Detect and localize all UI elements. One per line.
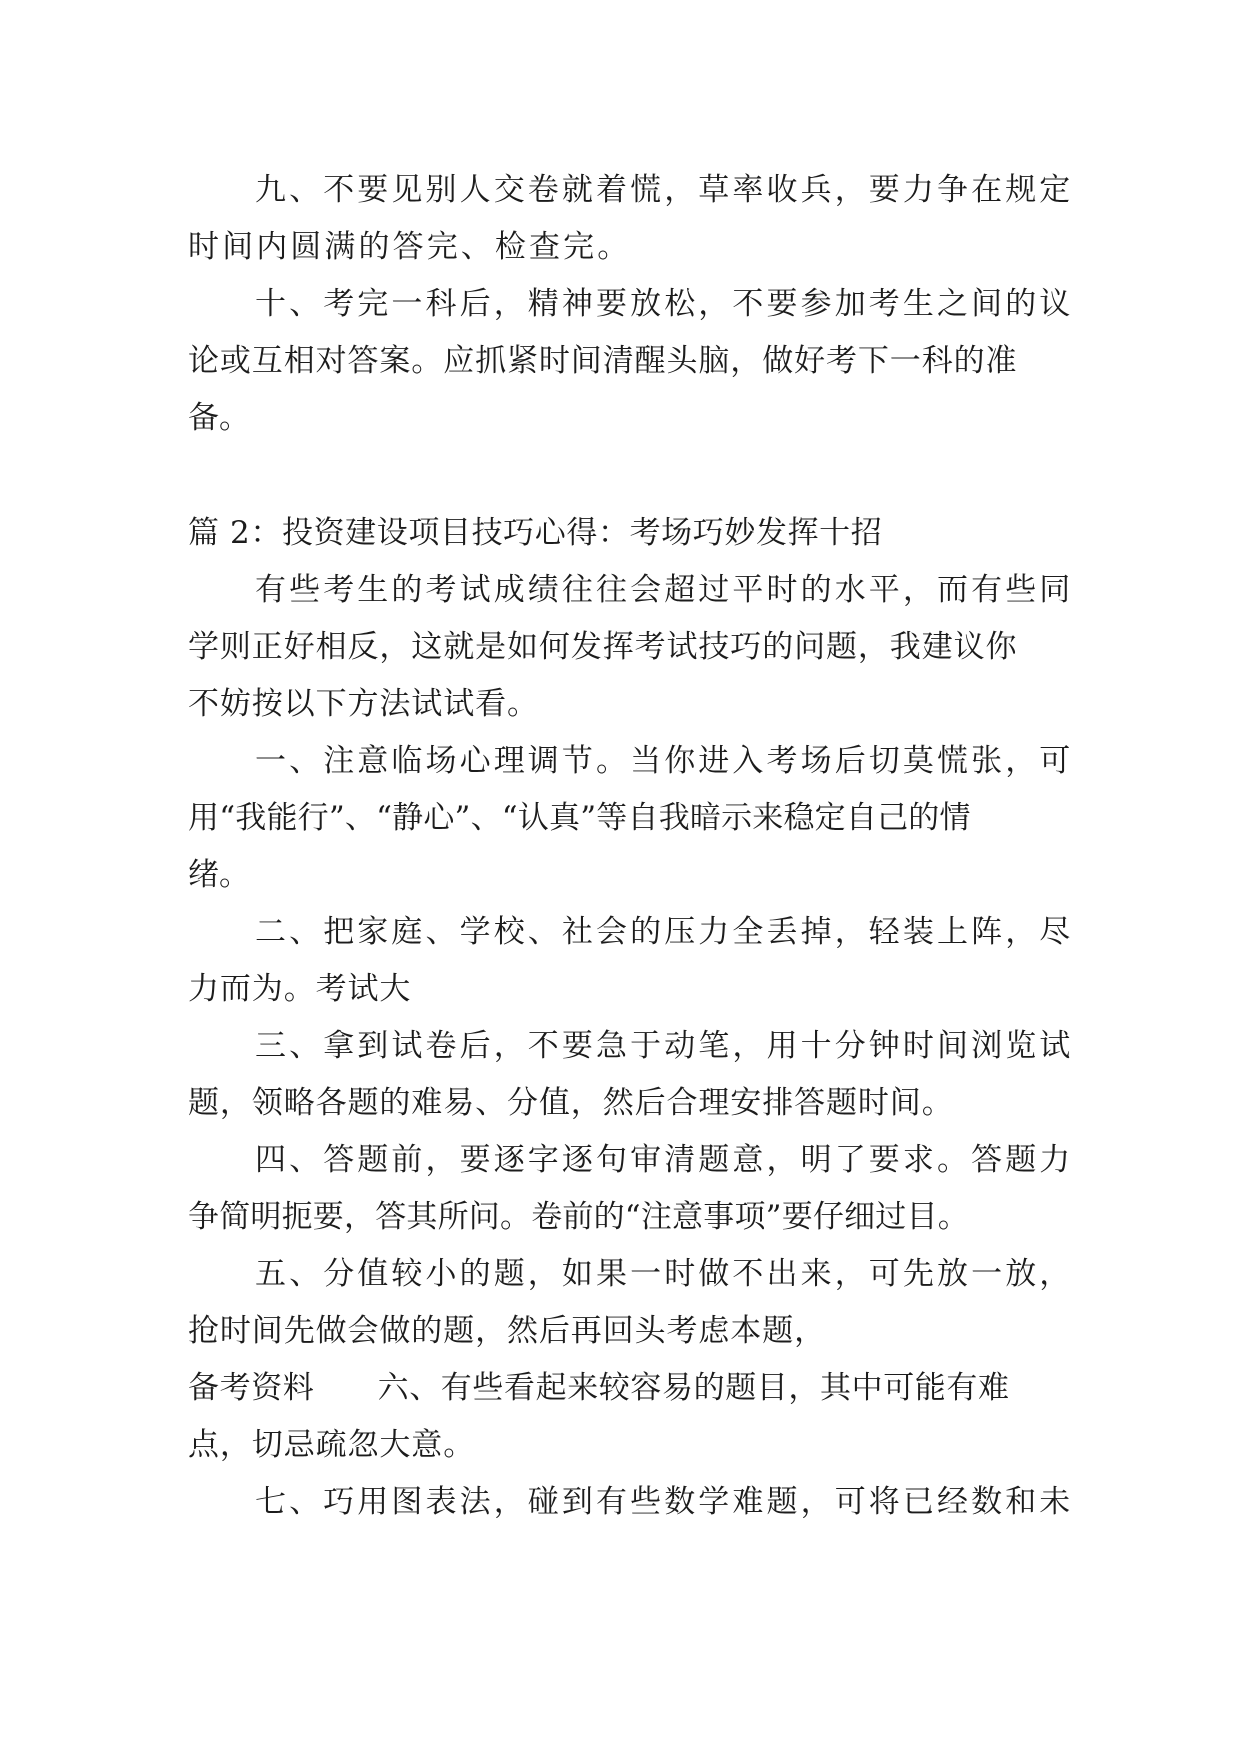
paragraph-line: 三、拿到试卷后，不要急于动笔，用十分钟时间浏览试: [255, 1028, 1074, 1064]
paragraph-line: 题，领略各题的难易、分值，然后合理安排答题时间。: [188, 1085, 954, 1121]
section-heading: 篇 2：投资建设项目技巧心得：考场巧妙发挥十招: [188, 515, 883, 551]
paragraph-line: 九、不要见别人交卷就着慌，草率收兵，要力争在规定: [255, 172, 1074, 208]
paragraph-line: 五、分值较小的题，如果一时做不出来，可先放一放，: [255, 1256, 1074, 1292]
paragraph-line: 用“我能行”、“静心”、“认真”等自我暗示来稳定自己的情: [188, 800, 971, 836]
paragraph-line: 十、考完一科后，精神要放松，不要参加考生之间的议: [255, 286, 1074, 322]
paragraph-line: 争简明扼要，答其所问。卷前的“注意事项”要仔细过目。: [188, 1199, 969, 1235]
paragraph-line: 一、注意临场心理调节。当你进入考场后切莫慌张，可: [255, 743, 1074, 779]
paragraph-line: 力而为。考试大: [188, 971, 412, 1007]
paragraph-line: 不妨按以下方法试试看。: [188, 686, 539, 722]
paragraph-line: 抢时间先做会做的题，然后再回头考虑本题，: [188, 1313, 826, 1349]
paragraph-line: 学则正好相反，这就是如何发挥考试技巧的问题，我建议你: [188, 629, 1018, 665]
paragraph-line: 时间内圆满的答完、检查完。: [188, 229, 632, 265]
paragraph-line: 点，切忌疏忽大意。: [188, 1427, 476, 1463]
paragraph-line: 论或互相对答案。应抓紧时间清醒头脑，做好考下一科的准: [188, 343, 1018, 379]
paragraph-line: 有些考生的考试成绩往往会超过平时的水平，而有些同: [255, 572, 1074, 608]
paragraph-line: 备考资料 六、有些看起来较容易的题目，其中可能有难: [188, 1370, 1010, 1406]
paragraph-line: 二、把家庭、学校、社会的压力全丢掉，轻装上阵，尽: [255, 914, 1074, 950]
paragraph-line: 四、答题前，要逐字逐句审清题意，明了要求。答题力: [255, 1142, 1074, 1178]
paragraph-line: 备。: [188, 400, 250, 436]
paragraph-line: 绪。: [188, 857, 250, 893]
paragraph-line: 七、巧用图表法，碰到有些数学难题，可将已经数和未: [255, 1484, 1074, 1520]
